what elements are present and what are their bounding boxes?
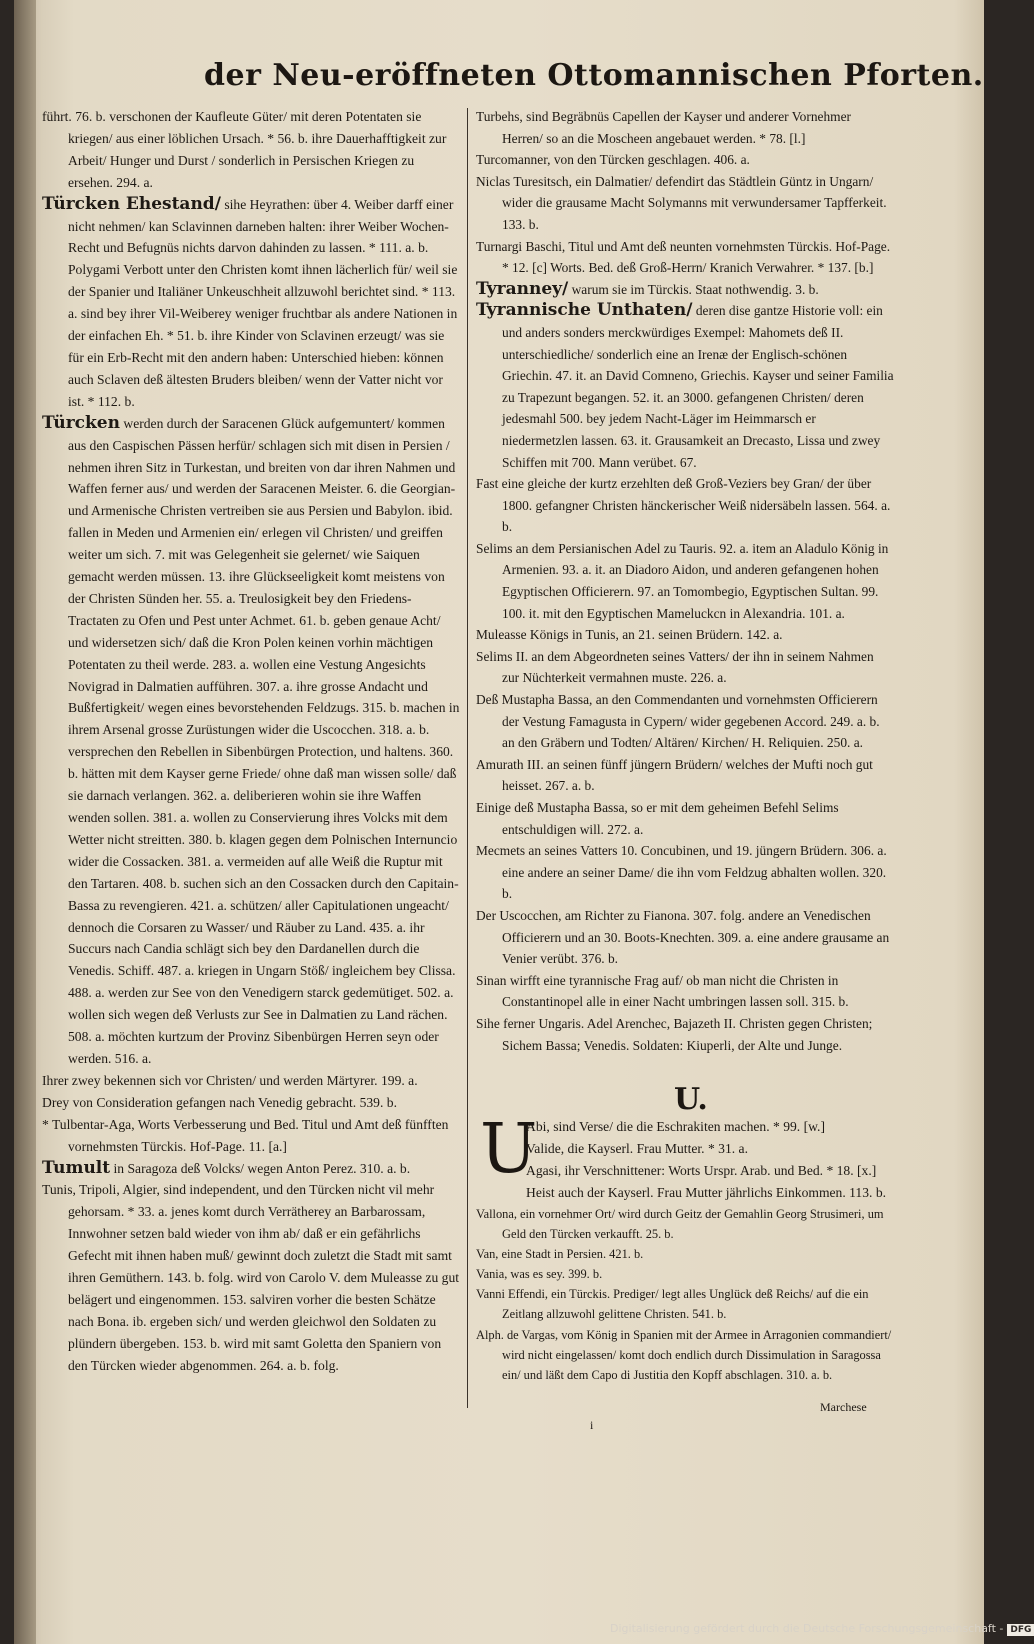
index-entry — [476, 1244, 896, 1264]
digitization-footer — [610, 1622, 1032, 1640]
index-entry — [526, 1182, 896, 1204]
entry-text: Sinan wirfft eine tyrannische Frag auf/ ob man nicht die Christen in Constantinopel alle in einer Nacht umbringen lassen soll. 315. b. — [476, 972, 849, 1010]
entry-text: Vania, was es sey. 399. b. — [476, 1267, 603, 1282]
entry-text: Tunis, Tripoli, Algier, sind independent, und den Türcken nicht vil mehr gehorsam. * 33. a. jenes komt durch Verrätherey an Barbarossam, Innwohner setzen bald wieder von ihm ab/ daß er ein gefährlichs Gefecht mit ihnen haben muß/ gewinnt doch zuletzt die Stadt mit samt ihren Gemüthern. 143. b. folg. wird von Carolo V. dem Muleasse zu gut belägert und eingenommen. 153. salviren vorher die besten Schätze nach Bona. ib. ergeben sich/ und werden gleichwol den Soldaten zu plündern übergeben. 153. b. wird mit samt Goletta den Spaniern von den Türcken wieder abgenommen. 264. a. b. folg. — [42, 1182, 460, 1373]
entry-text: Agasi, ihr Verschnittener: Worts Urspr. Arab. und Bed. * 18. [x.] — [526, 1162, 877, 1178]
entry-text: Vanni Effendi, ein Türckis. Prediger/ legt alles Unglück deß Reichs/ auf die ein Zeitlang allzuwohl gelittene Christen. 541. b. — [476, 1287, 869, 1322]
entry-text: Amurath III. an seinen fünff jüngern Brüdern/ welches der Mufti noch gut heisset. 267. a. b. — [476, 756, 873, 794]
index-entry — [526, 1138, 896, 1160]
book-page — [14, 0, 984, 1644]
index-entry — [476, 149, 894, 171]
index-entry — [476, 840, 894, 905]
entry-text: Turbehs, sind Begräbnüs Capellen der Kayser und anderer Vornehmer Herren/ so an die Moscheen angebauet werden. * 78. [l.] — [476, 109, 851, 146]
entry-text: deren dise gantze Historie voll: ein und anders sonders merckwürdiges Exempel: Mahomets deß II. unterschiedliche/ sonderlich eine an Irenæ der Englisch-schönen Griechin. 47. it. an David Comneno, Griechis. Kayser und seiner Familia zu Trapezunt begangen. 52. it. an 3000. gefangenen Christen/ deren jedesmahl 500. bey jedem Nacht-Läger im Heimmarsch er niedermetzlen lassen. 63. it. Grausamkeit an Drecasto, Lissa und zwey Schiffen mit 700. Mann verübet. 67. — [502, 303, 894, 470]
entry-text: Fast eine gleiche der kurtz erzehlten deß Groß-Veziers bey Gran/ der über 1800. gefangner Christen hänckerischer Weiß nidersäbeln lassen. 564. a. b. — [476, 476, 891, 535]
entry-text: Deß Mustapha Bassa, an den Commendanten und vornehmsten Officierern der Vestung Famagusta in Cypern/ wider gegebenen Accord. 249. a. b. an den Gräbern und Todten/ Altären/ Kirchen/ H. Reliquien. 250. a. — [476, 692, 880, 751]
entry-text: Selims an dem Persianischen Adel zu Tauris. 92. a. item an Aladulo König in Armenien. 93. a. it. an Diadoro Aidon, und anderen gefangenen hohen Egyptischen Officierern. 97. an Tomombegio, Egyptischen Sultan. 99. 100. it. mit den Egyptischen Mameluckcn in Alexandria. 101. a. — [476, 540, 889, 621]
index-entry — [476, 646, 894, 689]
index-entry — [476, 236, 894, 279]
column-divider — [467, 108, 468, 1408]
entry-text: Selims II. an dem Abgeordneten seines Vatters/ der ihn in seinem Nahmen zur Nüchterkeit vermahnen muste. 226. a. — [476, 648, 874, 686]
entry-text: * Tulbentar-Aga, Worts Verbesserung und Bed. Titul und Amt deß fünfften vornehmsten Türckis. Hof-Page. 11. [a.] — [42, 1116, 449, 1154]
entry-text: Mecmets an seines Vatters 10. Concubinen, und 19. jüngern Brüdern. 306. a. eine andere an seiner Dame/ die ihn vom Feldzug abhalten wollen. 320. b. — [476, 843, 887, 902]
index-entry — [476, 754, 894, 797]
entry-text: Alph. de Vargas, vom König in Spanien mit der Armee in Arragonien commandiert/ wird nicht eingelassen/ komt doch endlich durch Dissimulation in Saragossa ein/ und läßt dem Capo di Justitia den Kopff abschlagen. 310. a. b. — [476, 1327, 892, 1382]
entry-text: Der Uscocchen, am Richter zu Fianona. 307. folg. andere an Venedischen Officierern und an 30. Boots-Knechten. 309. a. eine andere grausame an Venier verübt. 376. b. — [476, 907, 890, 967]
section-letter: U. — [674, 1082, 708, 1117]
footer-text: Digitalisierung gefördert durch die Deutsche Forschungsgemeinschaft - — [610, 1622, 1004, 1635]
entry-headword: Tumult — [42, 1157, 111, 1178]
entry-text: Turcomanner, von den Türcken geschlagen. 406. a. — [476, 152, 750, 168]
right-column — [476, 106, 894, 1056]
index-entry — [476, 689, 894, 754]
entry-text: Turnargi Baschi, Titul und Amt deß neunten vornehmsten Türckis. Hof-Page. * 12. [c] Worts. Bed. deß Groß-Herrn/ Kranich Verwahrer. * 137. [b.] — [476, 238, 891, 276]
u-entries — [476, 1204, 896, 1385]
index-entry — [476, 538, 894, 624]
index-entry — [526, 1160, 896, 1182]
entry-text: Niclas Turesitsch, ein Dalmatier/ defendirt das Städtlein Güntz in Ungarn/ wider die grausame Macht Solymanns mit verwundersamer Tapfferkeit. 133. b. — [476, 173, 887, 232]
entry-text: Drey von Consideration gefangen nach Venedig gebracht. 539. b. — [42, 1094, 397, 1110]
book-spine — [14, 0, 36, 1644]
entry-text: in Saragoza deß Volcks/ wegen Anton Perez. 310. a. b. — [113, 1160, 411, 1176]
dfg-logo: DFG — [1007, 1624, 1034, 1636]
entry-text: Ihrer zwey bekennen sich vor Christen/ und werden Märtyrer. 199. a. — [42, 1072, 418, 1088]
index-entry — [476, 905, 894, 970]
entry-headword: Türcken — [42, 412, 120, 433]
entry-text: Einige deß Mustapha Bassa, so er mit dem geheimen Befehl Selims entschuldigen will. 272. a. — [476, 800, 839, 837]
entry-text: Muleasse Königs in Tunis, an 21. seinen Brüdern. 142. a. — [476, 627, 783, 643]
entry-text: Sihe ferner Ungaris. Adel Arenchec, Bajazeth II. Christen gegen Christen; Sichem Bassa; Venedis. Soldaten: Kiuperli, der Alte und Junge. — [476, 1015, 873, 1053]
index-entry — [42, 1092, 462, 1114]
index-entry — [476, 1264, 896, 1284]
entry-text: Vallona, ein vornehmer Ort/ wird durch Geitz der Gemahlin Georg Strusimeri, um Geld den Türcken verkaufft. 25. b. — [476, 1207, 884, 1242]
entry-text: warum sie im Türckis. Staat nothwendig. 3. b. — [571, 281, 819, 297]
catchword: Marchese — [820, 1400, 867, 1414]
entry-headword: Tyranney/ — [476, 278, 569, 299]
index-entry — [476, 1325, 896, 1385]
index-entry — [476, 473, 894, 538]
entry-text: führt. 76. b. verschonen der Kaufleute Güter/ mit deren Potentaten sie kriegen/ aus einer löblichen Ursach. * 56. b. ihre Dauerhafftigkeit zur Arbeit/ Hunger und Durst / sonderlich in Persischen Kriegen zu ersehen. 294. a. — [42, 109, 447, 190]
index-entry — [476, 1284, 896, 1324]
index-entry — [42, 413, 462, 1070]
entry-headword: Türcken Ehestand/ — [42, 193, 221, 214]
dropcap-letter: U — [480, 1110, 538, 1189]
index-entry — [42, 106, 462, 194]
entry-text: sihe Heyrathen: über 4. Weiber darff einer nicht nehmen/ kan Sclavinnen darneben halten: ihrer Weiber Wochen-Recht und Befugnüs nichts darvon dahinden zu lassen. * 111. a. b. Polygami Verbott unter den Christen komt ihnen lächerlich für/ weil sie der Spanier und Italiäner Unkeuschheit allzuwohl berichtet sind. * 113. a. sind bey ihrer Vil-Weiberey weniger fruchtbar als andere Nationen in der einfachen Eh. * 51. b. ihre Kinder von Sclavinen erzeugt/ was sie für ein Erb-Recht mit den andern haben: Unterschied hieben: können auch Sclaven deß ältesten Bruders bleiben/ wenn der Vatter nicht vor ist. * 112. b. — [68, 196, 458, 409]
index-entry — [476, 1013, 894, 1056]
index-entry — [42, 1179, 462, 1376]
running-head: der Neu-eröffneten Ottomannischen Pforten. — [204, 58, 984, 93]
index-entry — [42, 1070, 462, 1092]
entry-text: Valide, die Kayserl. Frau Mutter. * 31. a. — [526, 1140, 748, 1156]
index-entry — [42, 1158, 462, 1180]
entry-text: Abi, sind Verse/ die die Eschrakiten machen. * 99. [w.] — [526, 1119, 825, 1134]
index-entry — [476, 171, 894, 236]
entry-text: werden durch der Saracenen Glück aufgemuntert/ kommen aus den Caspischen Pässen herfür/ schlagen sich mit disen in Persien / nehmen ihren Sitz in Turkestan, und breiten von dar ihren Nahmen und Waffen ferner aus/ und werden der Saracenen Meister. 6. die Georgian- und Armenische Christen vertreiben sie aus Persien und Babylon. ibid. fallen in Meden und Armenien ein/ erlegen vil Christen/ und greiffen weiter um sich. 7. mit was Gelegenheit sie gelernet/ wie Saiquen gemacht werden müssen. 13. ihre Glückseeligkeit komt meistens von der Christen Sünden her. 55. a. Treulosigkeit bey den Friedens-Tractaten zu Ofen und Pest unter Achmet. 61. b. geben genaue Acht/ und widersetzen sich/ daß die Kron Polen keinen vorhin mächtigen Potentaten zu theil werde. 283. a. wollen eine Vestung Angesichts Novigrad in Dalmatien aufführen. 307. a. ihre grosse Andacht und Bußfertigkeit/ wegen eines bevorstehenden Feldzugs. 315. b. machen in ihrem Arsenal grosse Zurüstungen wider die Uscocchen. 318. a. b. versprechen den Rebellen in Sibenbürgen Protection, und haltens. 360. b. hätten mit dem Kayser gerne Friede/ ohne daß man wissen solle/ daß sie darnach verlangen. 362. a. deliberieren wohin sie ihre Waffen wenden sollen. 381. a. wollen zu Conservierung ihres Volcks mit dem Wetter nicht streitten. 380. b. klagen gegen dem Polnischen Internuncio wider die Cossacken. 381. a. vermeiden auf alle Weiß die Ruptur mit den Tartaren. 408. b. suchen sich an den Cossacken durch den Capitain-Bassa zu revengieren. 421. a. schützen/ aller Capitulationen ungeacht/ dennoch die Corsaren zu Wasser/ und Räuber zu Land. 435. a. ihr Succurs nach Candia schlägt sich bey den Dardanellen durch die Venedis. Schiff. 487. a. kriegen in Ungarn Stöß/ ingleichem bey Clissa. 488. a. werden zur See von den Venedigern starck gedemütiget. 502. a. wollen sich wegen deß Verlusts zur See in Dalmatien zu Land rächen. 508. a. möchten kurtzum der Provinz Sibenbürgen Herren seyn oder werden. 516. a. — [68, 415, 460, 1066]
index-entry — [42, 194, 462, 413]
index-entry — [476, 300, 894, 473]
index-entry — [526, 1116, 896, 1138]
index-entry — [42, 1114, 462, 1158]
index-entry — [476, 970, 894, 1013]
index-entry — [476, 279, 894, 301]
entry-text: Heist auch der Kayserl. Frau Mutter jährlichs Einkommen. 113. b. — [526, 1184, 887, 1200]
entry-headword: Tyrannische Unthaten/ — [476, 300, 693, 321]
index-entry — [476, 106, 894, 149]
u-entries-indented — [526, 1116, 896, 1204]
left-column — [42, 106, 462, 1377]
signature-mark: i — [590, 1418, 594, 1432]
index-entry — [476, 624, 894, 646]
index-entry — [476, 1204, 896, 1244]
index-entry — [476, 797, 894, 840]
entry-text: Van, eine Stadt in Persien. 421. b. — [476, 1247, 644, 1262]
